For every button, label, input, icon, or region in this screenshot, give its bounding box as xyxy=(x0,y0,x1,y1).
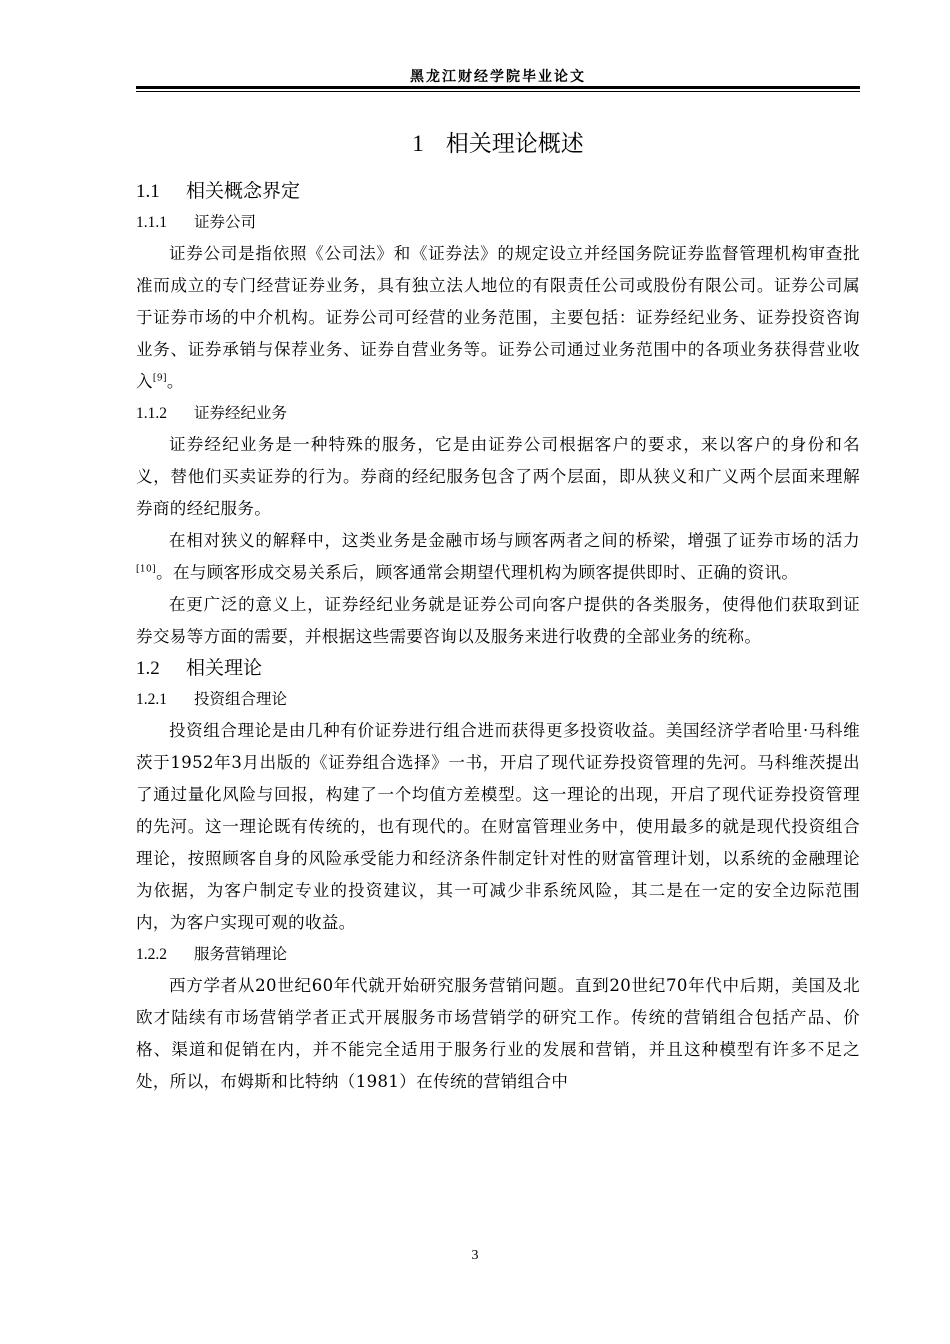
subsection-number: 1.1.1 xyxy=(136,214,167,231)
subsection-number: 1.2.2 xyxy=(136,946,167,963)
subsection-title: 投资组合理论 xyxy=(194,690,288,708)
header-rule-thick xyxy=(136,86,860,89)
page-number: 3 xyxy=(471,1248,479,1263)
paragraph: 在相对狭义的解释中，这类业务是金融市场与顾客两者之间的桥梁，增强了证券市场的活力[10]。在与顾客形成交易关系后，顾客通常会期望代理机构为顾客提供即时、正确的资讯。 xyxy=(136,531,860,582)
subsection-heading xyxy=(136,207,860,238)
subsection-title: 服务营销理论 xyxy=(194,945,288,963)
subsection-number: 1.2.1 xyxy=(136,691,167,708)
paragraph: 投资组合理论是由几种有价证券进行组合进而获得更多投资收益。美国经济学者哈里·马科维茨于1952年3月出版的《证券组合选择》一书，开启了现代证券投资管理的先河。马科维茨提出了通过量化风险与回报，构建了一个均值方差模型。这一理论的出现，开启了现代证券投资管理的先河。这一理论既有传统的，也有现代的。在财富管理业务中，使用最多的就是现代投资组合理论，按照顾客自身的风险承受能力和经济条件制定针对性的财富管理计划，以系统的金融理论为依据，为客户制定专业的投资建议，其一可减少非系统风险，其二是在一定的安全边际范围内，为客户实现可观的收益。 xyxy=(136,721,860,932)
header-rule-thin xyxy=(136,91,860,92)
paragraph: 证券公司是指依照《公司法》和《证券法》的规定设立并经国务院证券监督管理机构审查批准而成立的专门经营证券业务，具有独立法人地位的有限责任公司或股份有限公司。证券公司属于证券市场的中介机构。证券公司可经营的业务范围，主要包括：证券经纪业务、证券投资咨询业务、证券承销与保荐业务、证券自营业务等。证券公司通过业务范围中的各项业务获得营业收入[9]。 xyxy=(136,244,860,391)
citation: [10] xyxy=(136,564,157,575)
section-heading xyxy=(136,176,860,207)
citation: [9] xyxy=(152,373,167,384)
subsection-heading xyxy=(136,398,860,429)
paragraph: 在更广泛的意义上，证券经纪业务就是证券公司向客户提供的各类服务，使得他们获取到证券交易等方面的需要，并根据这些需要咨询以及服务来进行收费的全部业务的统称。 xyxy=(136,595,860,646)
subsection-number: 1.1.2 xyxy=(136,405,167,422)
paragraph: 西方学者从20世纪60年代就开始研究服务营销问题。直到20世纪70年代中后期，美国及北欧才陆续有市场营销学者正式开展服务市场营销学的研究工作。传统的营销组合包括产品、价格、渠道和促销在内，并不能完全适用于服务行业的发展和营销，并且这种模型有许多不足之处，所以，布姆斯和比特纳（1981）在传统的营销组合中 xyxy=(136,976,860,1091)
paragraph: 证券经纪业务是一种特殊的服务，它是由证券公司根据客户的要求，来以客户的身份和名义，替他们买卖证券的行为。券商的经纪服务包含了两个层面，即从狭义和广义两个层面来理解券商的经纪服务。 xyxy=(136,435,860,518)
subsection-title: 证券经纪业务 xyxy=(194,404,288,422)
subsection-title: 证券公司 xyxy=(194,213,257,231)
section-heading xyxy=(136,653,860,684)
subsection-heading xyxy=(136,939,860,970)
subsection-heading xyxy=(136,684,860,715)
chapter-heading xyxy=(136,122,860,166)
chapter-number: 1 xyxy=(412,131,424,156)
section-number: 1.2 xyxy=(136,658,160,679)
section-title: 相关理论 xyxy=(186,657,263,679)
section-title: 相关概念界定 xyxy=(186,180,301,202)
chapter-title: 相关理论概述 xyxy=(445,131,584,157)
running-header: 黑龙江财经学院毕业论文 xyxy=(410,69,586,85)
page-body xyxy=(136,122,860,1098)
section-number: 1.1 xyxy=(136,181,160,202)
